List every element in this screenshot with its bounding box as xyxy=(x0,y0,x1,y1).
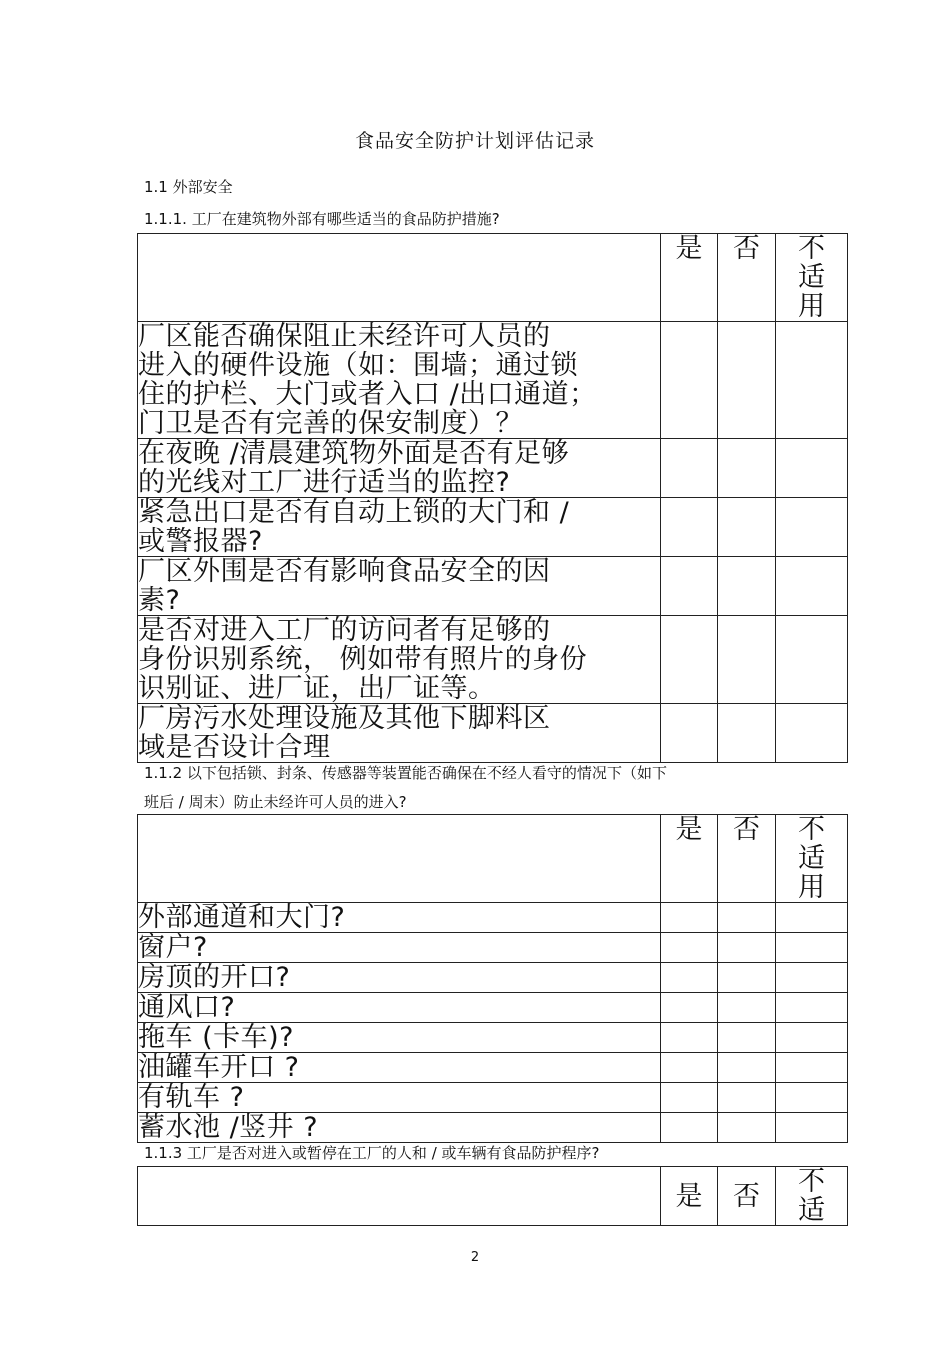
question-1-1-2-line1: 1.1.2 以下包括锁、封条、传感器等装置能否确保在不经人看守的情况下（如下 xyxy=(144,764,667,782)
answer-no-cell[interactable] xyxy=(718,1023,776,1053)
answer-na-cell[interactable] xyxy=(776,903,848,933)
answer-yes-cell[interactable] xyxy=(661,1083,718,1113)
answer-na-cell[interactable] xyxy=(776,993,848,1023)
answer-na-cell[interactable] xyxy=(776,1113,848,1143)
col-na-cell xyxy=(776,234,848,322)
page-title: 食品安全防护计划评估记录 xyxy=(354,130,595,152)
col-yes: 是 xyxy=(661,234,718,322)
answer-na-cell[interactable] xyxy=(776,933,848,963)
answer-na-cell[interactable] xyxy=(776,1023,848,1053)
answer-yes-cell[interactable] xyxy=(661,1053,718,1083)
question-text: 有轨车 ? xyxy=(138,1083,661,1113)
answer-yes-cell[interactable] xyxy=(661,704,718,763)
col-yes: 是 xyxy=(661,1167,718,1226)
answer-yes-cell[interactable] xyxy=(661,933,718,963)
answer-no-cell[interactable] xyxy=(718,557,776,616)
answer-na-cell[interactable] xyxy=(776,498,848,557)
answer-no-cell[interactable] xyxy=(718,1053,776,1083)
answer-na-cell[interactable] xyxy=(776,322,848,439)
answer-no-cell[interactable] xyxy=(718,993,776,1023)
table-row xyxy=(138,1023,848,1053)
question-text: 紧急出口是否有自动上锁的大门和 / 或警报器? xyxy=(138,498,661,557)
col-na-cell xyxy=(776,815,848,903)
header-blank xyxy=(138,815,661,903)
answer-no-cell[interactable] xyxy=(718,439,776,498)
answer-yes-cell[interactable] xyxy=(661,1113,718,1143)
table-header-row xyxy=(138,1167,848,1226)
col-yes: 是 xyxy=(661,815,718,903)
col-na-cell xyxy=(776,1167,848,1226)
answer-no-cell[interactable] xyxy=(718,616,776,704)
table-1-1-3 xyxy=(137,1166,848,1226)
answer-na-cell[interactable] xyxy=(776,963,848,993)
answer-no-cell[interactable] xyxy=(718,1083,776,1113)
answer-no-cell[interactable] xyxy=(718,963,776,993)
answer-no-cell[interactable] xyxy=(718,498,776,557)
question-text: 厂区外围是否有影响食品安全的因 素? xyxy=(138,557,661,616)
answer-no-cell[interactable] xyxy=(718,903,776,933)
question-text: 厂区能否确保阻止未经许可人员的 进入的硬件设施（如：围墙；通过锁 住的护栏、大门或者入口 /出口通道； 门卫是否有完善的保安制度）？ xyxy=(138,322,661,439)
page-number: 2 xyxy=(470,1250,480,1265)
table-1-1-1 xyxy=(137,233,848,763)
table-row xyxy=(138,1083,848,1113)
table-1-1-2 xyxy=(137,814,848,1143)
table-row xyxy=(138,616,848,704)
table-row xyxy=(138,963,848,993)
answer-yes-cell[interactable] xyxy=(661,557,718,616)
answer-yes-cell[interactable] xyxy=(661,322,718,439)
table-header-row xyxy=(138,815,848,903)
table-row xyxy=(138,704,848,763)
question-text: 外部通道和大门? xyxy=(138,903,661,933)
answer-na-cell[interactable] xyxy=(776,616,848,704)
question-text: 在夜晚 /清晨建筑物外面是否有足够 的光线对工厂进行适当的监控? xyxy=(138,439,661,498)
col-no: 否 xyxy=(718,815,776,903)
answer-yes-cell[interactable] xyxy=(661,498,718,557)
header-blank xyxy=(138,1167,661,1226)
answer-yes-cell[interactable] xyxy=(661,993,718,1023)
answer-yes-cell[interactable] xyxy=(661,1023,718,1053)
section-heading: 1.1 外部安全 xyxy=(144,178,233,196)
table-row xyxy=(138,439,848,498)
answer-no-cell[interactable] xyxy=(718,704,776,763)
col-na: 不适用 xyxy=(798,233,825,322)
col-no: 否 xyxy=(718,234,776,322)
answer-yes-cell[interactable] xyxy=(661,903,718,933)
table-row xyxy=(138,322,848,439)
question-text: 拖车 (卡车)? xyxy=(138,1023,661,1053)
question-text: 通风口? xyxy=(138,993,661,1023)
table-row xyxy=(138,498,848,557)
question-text: 是否对进入工厂的访问者有足够的 身份识别系统， 例如带有照片的身份 识别证、进厂证，出厂证等。 xyxy=(138,616,661,704)
col-na: 不适用 xyxy=(798,814,825,903)
question-text: 厂房污水处理设施及其他下脚料区 域是否设计合理 xyxy=(138,704,661,763)
table-row xyxy=(138,903,848,933)
question-1-1-2-line2: 班后 / 周末）防止未经许可人员的进入? xyxy=(144,793,407,811)
question-1-1-1: 1.1.1. 工厂在建筑物外部有哪些适当的食品防护措施? xyxy=(144,210,500,228)
question-text: 房顶的开口? xyxy=(138,963,661,993)
question-1-1-3: 1.1.3 工厂是否对进入或暂停在工厂的人和 / 或车辆有食品防护程序? xyxy=(144,1144,600,1162)
table-header-row xyxy=(138,234,848,322)
answer-yes-cell[interactable] xyxy=(661,439,718,498)
table-row xyxy=(138,933,848,963)
col-na-partial: 不适 xyxy=(798,1166,825,1226)
table-row xyxy=(138,993,848,1023)
answer-na-cell[interactable] xyxy=(776,1083,848,1113)
table-row xyxy=(138,557,848,616)
table-row xyxy=(138,1053,848,1083)
question-text: 窗户? xyxy=(138,933,661,963)
question-text: 油罐车开口 ? xyxy=(138,1053,661,1083)
col-no: 否 xyxy=(718,1167,776,1226)
question-text: 蓄水池 /竖井 ? xyxy=(138,1113,661,1143)
answer-no-cell[interactable] xyxy=(718,322,776,439)
answer-na-cell[interactable] xyxy=(776,704,848,763)
answer-no-cell[interactable] xyxy=(718,933,776,963)
answer-no-cell[interactable] xyxy=(718,1113,776,1143)
answer-na-cell[interactable] xyxy=(776,439,848,498)
answer-yes-cell[interactable] xyxy=(661,616,718,704)
header-blank xyxy=(138,234,661,322)
answer-yes-cell[interactable] xyxy=(661,963,718,993)
answer-na-cell[interactable] xyxy=(776,557,848,616)
answer-na-cell[interactable] xyxy=(776,1053,848,1083)
table-row xyxy=(138,1113,848,1143)
